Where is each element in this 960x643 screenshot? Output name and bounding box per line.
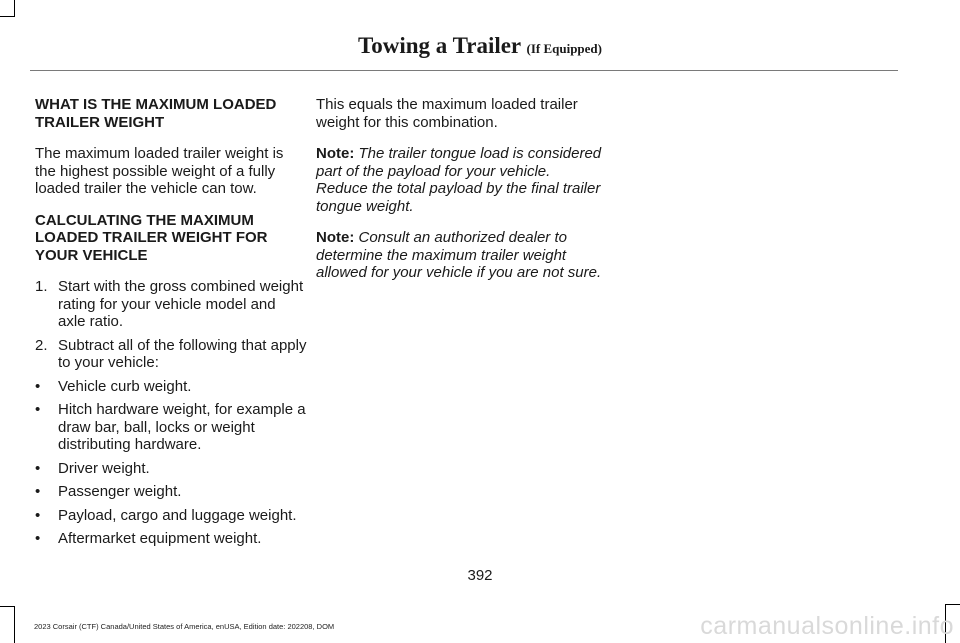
note-label: Note:	[316, 229, 355, 246]
step-text: Subtract all of the following that apply to your vehicle:	[58, 336, 307, 371]
note-text: The trailer tongue load is considered part of the payload for your vehicle. Reduce the total payload by the final trailer tongue weight.	[316, 145, 602, 215]
crop-mark-top-left-h	[0, 16, 15, 17]
bullet-item	[35, 378, 307, 396]
bullet-text: Vehicle curb weight.	[58, 377, 192, 395]
crop-mark-bottom-left-v	[14, 606, 15, 643]
header-subtitle: (If Equipped)	[526, 41, 602, 56]
bullet-list	[35, 378, 307, 548]
bullet-marker: •	[35, 377, 41, 395]
bullet-item	[35, 460, 307, 478]
note-text: Consult an authorized dealer to determine the maximum trailer weight allowed for your vehicle if you are not sure.	[316, 229, 602, 281]
bullet-item	[35, 483, 307, 501]
steps-list	[35, 278, 307, 372]
max-weight-paragraph: The maximum loaded trailer weight is the highest possible weight of a fully loaded trailer the vehicle can tow.	[35, 145, 284, 197]
step-number: 1.	[35, 278, 48, 295]
bullet-marker: •	[35, 459, 41, 477]
section-heading-max-weight: WHAT IS THE MAXIMUM LOADED TRAILER WEIGHT	[35, 96, 277, 131]
watermark: carmanualsonline.info	[700, 612, 954, 640]
note-dealer	[316, 229, 604, 282]
page-number: 392	[467, 567, 493, 584]
crop-mark-bottom-right-h	[945, 604, 960, 605]
section-heading-calculating: CALCULATING THE MAXIMUM LOADED TRAILER WEIGHT FOR YOUR VEHICLE	[35, 211, 268, 264]
result-paragraph: This equals the maximum loaded trailer weight for this combination.	[316, 96, 578, 131]
bullet-text: Aftermarket equipment weight.	[58, 530, 262, 547]
bullet-marker: •	[35, 530, 41, 547]
step-item	[35, 337, 307, 372]
bullet-marker: •	[35, 483, 41, 500]
bullet-text: Driver weight.	[58, 459, 150, 477]
bullet-item	[35, 530, 307, 548]
step-number: 2.	[35, 336, 48, 354]
bullet-text: Passenger weight.	[58, 483, 182, 500]
crop-mark-top-left-v	[14, 0, 15, 16]
step-text: Start with the gross combined weight rating for your vehicle model and axle ratio.	[58, 278, 304, 330]
footer-edition-info: 2023 Corsair (CTF) Canada/United States of America, enUSA, Edition date: 202208, DOM	[34, 622, 335, 631]
note-label: Note:	[316, 145, 355, 162]
bullet-text: Hitch hardware weight, for example a draw bar, ball, locks or weight distributing hardware.	[58, 401, 306, 453]
bullet-text: Payload, cargo and luggage weight.	[58, 506, 297, 524]
header-title: Towing a Trailer	[358, 33, 521, 58]
step-item	[35, 278, 307, 331]
note-tongue-load	[316, 145, 604, 215]
right-column	[316, 96, 604, 296]
bullet-item	[35, 507, 307, 525]
page-header	[0, 33, 960, 59]
bullet-marker: •	[35, 506, 41, 524]
bullet-item	[35, 401, 307, 454]
crop-mark-bottom-left-h	[0, 606, 15, 607]
header-divider	[30, 70, 898, 71]
bullet-marker: •	[35, 401, 41, 418]
left-column	[35, 96, 307, 554]
